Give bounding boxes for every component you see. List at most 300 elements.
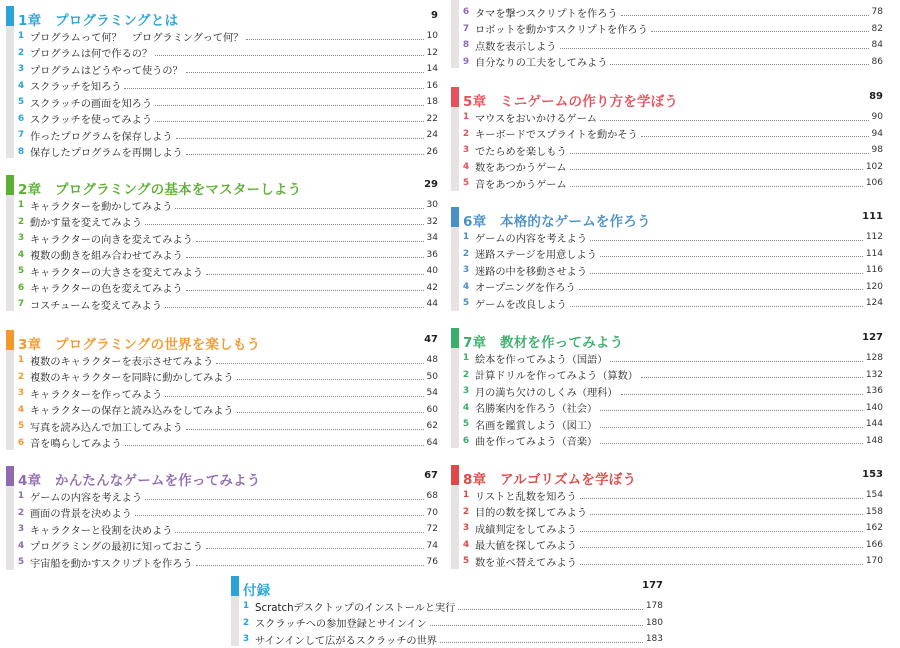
appendix — [231, 576, 663, 646]
chapter-page-number: 177 — [642, 580, 663, 591]
chapter-7 — [451, 328, 883, 448]
entry-title: キャラクターと役割を決めよう — [30, 525, 173, 537]
entry-title: スクラッチを使ってみよう — [30, 115, 153, 127]
entry-title: オープニングを作ろう — [475, 283, 576, 295]
dot-leader — [600, 443, 863, 444]
entry-number: 6 — [462, 7, 470, 18]
entry-number: 2 — [17, 47, 25, 58]
toc-entry — [17, 197, 438, 214]
toc-entry — [242, 631, 663, 648]
dot-leader — [145, 224, 423, 225]
entry-title: プログラミングの最初に知っておこう — [30, 542, 203, 554]
entry-title: スクラッチを知ろう — [30, 82, 122, 94]
entry-page-number: 18 — [426, 97, 438, 108]
dot-leader — [237, 412, 424, 413]
toc-entry — [17, 369, 438, 386]
dot-leader — [246, 39, 423, 40]
entry-page-number: 90 — [871, 112, 883, 123]
chapter-heading — [243, 576, 663, 599]
entry-title: でたらめを楽しもう — [475, 146, 567, 158]
entry-number: 1 — [242, 601, 250, 612]
toc-entry — [462, 21, 883, 38]
chapter-items — [17, 197, 438, 313]
toc-entry — [17, 127, 438, 144]
dot-leader — [175, 208, 423, 209]
chapter-title: 4章 かんたんなゲームを作ってみよう — [18, 473, 261, 489]
entry-page-number: 158 — [865, 506, 883, 517]
entry-title: 複数のキャラクターを同時に動かしてみよう — [30, 373, 234, 385]
entry-page-number: 40 — [426, 266, 438, 277]
entry-page-number: 144 — [865, 419, 883, 430]
chapter-color-bar — [451, 207, 459, 311]
toc-entry — [17, 554, 438, 571]
entry-title: プログラムは何で作るの？ — [30, 49, 153, 61]
chapter-title: 3章 プログラミングの世界を楽しもう — [18, 337, 261, 353]
entry-title: ロボットを動かすスクリプトを作ろう — [475, 25, 648, 37]
entry-number: 3 — [17, 233, 25, 244]
entry-number: 1 — [462, 353, 470, 364]
dot-leader — [600, 256, 863, 257]
entry-title: 音をあつかうゲーム — [475, 179, 567, 191]
entry-page-number: 50 — [426, 371, 438, 382]
entry-number: 2 — [17, 371, 25, 382]
toc-entry — [462, 229, 883, 246]
entry-title: 月の満ち欠けのしくみ（理科） — [475, 387, 618, 399]
entry-title: 複数のキャラクターを表示させてみよう — [30, 356, 214, 368]
toc-entry — [17, 94, 438, 111]
toc-entry — [17, 214, 438, 231]
toc-entry — [17, 144, 438, 161]
chapter-title: 付録 — [243, 583, 271, 599]
dot-leader — [590, 514, 863, 515]
toc-entry — [462, 159, 883, 176]
dot-leader — [176, 138, 424, 139]
chapter-title: 7章 教材を作ってみよう — [463, 335, 624, 351]
entry-page-number: 16 — [426, 80, 438, 91]
chapter-page-number: 29 — [424, 179, 438, 190]
dot-leader — [458, 609, 642, 610]
dot-leader — [621, 394, 863, 395]
entry-number: 3 — [462, 523, 470, 534]
entry-number: 1 — [17, 31, 25, 42]
dot-leader — [135, 515, 424, 516]
entry-title: スクラッチの画面を知ろう — [30, 98, 153, 110]
toc-entry — [462, 350, 883, 367]
toc-entry — [462, 109, 883, 126]
toc-entry — [462, 142, 883, 159]
entry-page-number: 26 — [426, 146, 438, 157]
entry-page-number: 128 — [865, 353, 883, 364]
entry-title: 曲を作ってみよう（音楽） — [475, 437, 598, 449]
entry-number: 5 — [17, 557, 25, 568]
dot-leader — [186, 290, 424, 291]
entry-page-number: 14 — [426, 64, 438, 75]
dot-leader — [610, 361, 862, 362]
entry-page-number: 68 — [426, 491, 438, 502]
toc-entry — [17, 61, 438, 78]
chapter-heading — [18, 330, 438, 353]
entry-number: 7 — [17, 130, 25, 141]
entry-number: 8 — [462, 40, 470, 51]
dot-leader — [651, 31, 869, 32]
toc-entry — [462, 487, 883, 504]
dot-leader — [206, 274, 424, 275]
entry-number: 1 — [462, 490, 470, 501]
chapter-heading — [463, 207, 883, 230]
dot-leader — [579, 289, 863, 290]
chapter-2 — [6, 175, 438, 311]
toc-entry — [462, 175, 883, 192]
dot-leader — [600, 410, 863, 411]
toc-entry — [462, 433, 883, 450]
dot-leader — [237, 379, 424, 380]
toc-entry — [462, 416, 883, 433]
toc-entry — [462, 126, 883, 143]
dot-leader — [590, 240, 863, 241]
chapter-heading — [463, 465, 883, 488]
entry-page-number: 98 — [871, 145, 883, 156]
chapter-items — [462, 487, 883, 570]
dot-leader — [610, 64, 868, 65]
chapter-color-bar — [451, 87, 459, 191]
entry-page-number: 148 — [865, 435, 883, 446]
toc-entry — [17, 230, 438, 247]
entry-title: 名画を鑑賞しよう（図工） — [475, 420, 598, 432]
entry-number: 7 — [17, 299, 25, 310]
chapter-page-number: 89 — [869, 91, 883, 102]
entry-page-number: 54 — [426, 388, 438, 399]
entry-number: 4 — [17, 540, 25, 551]
chapter-color-bar — [451, 328, 459, 448]
entry-title: 宇宙船を動かすスクリプトを作ろう — [30, 558, 193, 570]
toc-entry — [462, 54, 883, 71]
toc-entry — [17, 435, 438, 452]
dot-leader — [165, 396, 423, 397]
toc-entry — [462, 279, 883, 296]
entry-number: 4 — [462, 402, 470, 413]
chapter-title: 6章 本格的なゲームを作ろう — [463, 214, 651, 230]
dot-leader — [186, 429, 424, 430]
entry-page-number: 102 — [865, 161, 883, 172]
entry-number: 4 — [462, 281, 470, 292]
entry-number: 3 — [462, 145, 470, 156]
entry-title: リストと乱数を知ろう — [475, 491, 577, 503]
chapter-color-bar — [6, 175, 14, 311]
entry-title: 目的の数を探してみよう — [475, 508, 588, 520]
toc-entry — [462, 4, 883, 21]
dot-leader — [155, 105, 424, 106]
dot-leader — [570, 306, 863, 307]
dot-leader — [145, 499, 423, 500]
chapter-items — [17, 352, 438, 451]
toc-entry — [17, 45, 438, 62]
dot-leader — [186, 257, 424, 258]
entry-number: 3 — [17, 524, 25, 535]
chapter-page-number: 153 — [862, 469, 883, 480]
entry-title: キャラクターの保存と読み込みをしてみよう — [30, 406, 234, 418]
entry-number: 7 — [462, 23, 470, 34]
chapter-page-number: 127 — [862, 332, 883, 343]
entry-number: 4 — [462, 161, 470, 172]
toc-entry — [17, 263, 438, 280]
entry-page-number: 48 — [426, 355, 438, 366]
entry-page-number: 12 — [426, 47, 438, 58]
toc-entry — [462, 400, 883, 417]
entry-title: 迷路ステージを用意しよう — [475, 250, 597, 262]
entry-title: 最大値を探してみよう — [475, 541, 577, 553]
entry-page-number: 183 — [645, 634, 663, 645]
chapter-page-number: 67 — [424, 470, 438, 481]
chapter-page-number: 9 — [431, 10, 438, 21]
entry-number: 9 — [462, 56, 470, 67]
dot-leader — [580, 564, 863, 565]
chapter-color-bar — [6, 466, 14, 570]
chapter-8 — [451, 465, 883, 569]
chapter-items — [242, 598, 663, 648]
entry-title: キャラクターの色を変えてみよう — [30, 284, 183, 296]
entry-title: 音を鳴らしてみよう — [30, 439, 122, 451]
entry-page-number: 22 — [426, 113, 438, 124]
entry-title: キャラクターの大きさを変えてみよう — [30, 267, 203, 279]
chapter-title: 2章 プログラミングの基本をマスターしよう — [18, 182, 302, 198]
dot-leader — [155, 55, 423, 56]
toc-entry — [462, 295, 883, 312]
entry-title: キャラクターを作ってみよう — [30, 389, 163, 401]
entry-page-number: 84 — [871, 40, 883, 51]
entry-title: 計算ドリルを作ってみよう（算数） — [475, 371, 638, 383]
toc-entry — [17, 111, 438, 128]
dot-leader — [570, 169, 863, 170]
chapter-color-bar — [451, 465, 459, 569]
dot-leader — [196, 565, 424, 566]
entry-page-number: 24 — [426, 130, 438, 141]
entry-title: コスチュームを変えてみよう — [30, 300, 162, 312]
entry-title: 写真を読み込んで加工してみよう — [30, 422, 183, 434]
dot-leader — [590, 273, 863, 274]
entry-page-number: 62 — [426, 421, 438, 432]
entry-page-number: 94 — [871, 128, 883, 139]
entry-title: 画面の背景を決めよう — [30, 509, 132, 521]
entry-page-number: 10 — [426, 31, 438, 42]
entry-page-number: 178 — [645, 601, 663, 612]
entry-title: プログラムって何？ プログラミングって何？ — [30, 32, 244, 44]
entry-title: マウスをおいかけるゲーム — [475, 113, 597, 125]
entry-title: キーボードでスプライトを動かそう — [475, 130, 638, 142]
entry-number: 1 — [17, 200, 25, 211]
entry-title: ゲームの内容を考えよう — [475, 233, 588, 245]
entry-page-number: 154 — [865, 490, 883, 501]
chapter-1 — [6, 6, 438, 158]
entry-number: 1 — [17, 491, 25, 502]
entry-title: ゲームの内容を考えよう — [30, 492, 143, 504]
dot-leader — [125, 445, 424, 446]
toc-entry — [17, 296, 438, 313]
entry-page-number: 42 — [426, 282, 438, 293]
dot-leader — [196, 241, 424, 242]
entry-title: キャラクターの向きを変えてみよう — [30, 234, 193, 246]
entry-number: 2 — [17, 216, 25, 227]
entry-page-number: 112 — [865, 232, 883, 243]
dot-leader — [124, 88, 423, 89]
entry-number: 2 — [17, 507, 25, 518]
entry-title: 点数を表示しよう — [475, 41, 557, 53]
entry-number: 2 — [462, 369, 470, 380]
toc-entry — [17, 418, 438, 435]
chapter-heading — [18, 175, 438, 198]
toc-entry — [17, 352, 438, 369]
chapter-title: 1章 プログラミングとは — [18, 13, 179, 29]
chapter-heading — [18, 466, 438, 489]
entry-number: 1 — [462, 232, 470, 243]
chapter-heading — [463, 87, 883, 110]
entry-title: 絵本を作ってみよう（国語） — [475, 354, 608, 366]
dot-leader — [570, 186, 863, 187]
entry-number: 5 — [462, 556, 470, 567]
chapter-title: 5章 ミニゲームの作り方を学ぼう — [463, 94, 679, 110]
entry-number: 8 — [17, 146, 25, 157]
entry-number: 3 — [242, 634, 250, 645]
dot-leader — [175, 532, 423, 533]
entry-page-number: 78 — [871, 7, 883, 18]
chapter-5 — [451, 87, 883, 191]
chapter-items — [462, 350, 883, 449]
entry-number: 5 — [17, 266, 25, 277]
entry-page-number: 34 — [426, 233, 438, 244]
chapter-6 — [451, 207, 883, 311]
entry-title: 保存したプログラムを再開しよう — [30, 148, 183, 160]
toc-entry — [17, 247, 438, 264]
entry-title: キャラクターを動かしてみよう — [30, 201, 173, 213]
entry-number: 5 — [17, 97, 25, 108]
entry-page-number: 36 — [426, 249, 438, 260]
toc-entry — [462, 37, 883, 54]
dot-leader — [155, 121, 424, 122]
chapter-page-number: 111 — [862, 211, 883, 222]
dot-leader — [600, 120, 869, 121]
entry-title: 迷路の中を移動させよう — [475, 266, 588, 278]
entry-page-number: 60 — [426, 404, 438, 415]
chapter-4 — [6, 466, 438, 570]
entry-page-number: 140 — [865, 402, 883, 413]
chapter-color-bar — [231, 576, 239, 646]
dot-leader — [580, 498, 863, 499]
toc-entry — [462, 504, 883, 521]
entry-number: 3 — [17, 64, 25, 75]
entry-number: 4 — [17, 249, 25, 260]
entry-page-number: 170 — [865, 556, 883, 567]
entry-number: 3 — [17, 388, 25, 399]
dot-leader — [580, 531, 863, 532]
entry-number: 3 — [462, 265, 470, 276]
dot-leader — [216, 363, 423, 364]
chapter-color-bar — [6, 6, 14, 158]
dot-leader — [621, 15, 869, 16]
entry-title: 名勝案内を作ろう（社会） — [475, 404, 598, 416]
entry-page-number: 114 — [865, 248, 883, 259]
entry-number: 5 — [462, 298, 470, 309]
entry-number: 6 — [17, 437, 25, 448]
chapter-title: 8章 アルゴリズムを学ぼう — [463, 472, 637, 488]
entry-page-number: 74 — [426, 540, 438, 551]
toc-entry — [462, 262, 883, 279]
entry-title: サインインして広がるスクラッチの世界 — [255, 635, 437, 647]
toc-entry — [17, 402, 438, 419]
chapter-items — [462, 229, 883, 312]
entry-number: 5 — [17, 421, 25, 432]
entry-title: 作ったプログラムを保存しよう — [30, 131, 173, 143]
entry-title: 数をあつかうゲーム — [475, 163, 567, 175]
dot-leader — [165, 307, 424, 308]
chapter-items — [17, 28, 438, 160]
toc-entry — [17, 385, 438, 402]
chapter-color-bar — [6, 330, 14, 450]
entry-page-number: 76 — [426, 557, 438, 568]
dot-leader — [430, 625, 643, 626]
chapter-items — [462, 109, 883, 192]
entry-page-number: 82 — [871, 23, 883, 34]
entry-page-number: 44 — [426, 299, 438, 310]
entry-page-number: 86 — [871, 56, 883, 67]
entry-title: プログラムはどうやって使うの？ — [30, 65, 183, 77]
toc-entry — [462, 246, 883, 263]
entry-number: 6 — [462, 435, 470, 446]
chapter-3 — [6, 330, 438, 450]
entry-number: 6 — [17, 282, 25, 293]
entry-page-number: 166 — [865, 539, 883, 550]
entry-number: 2 — [242, 617, 250, 628]
chapter-items — [17, 488, 438, 571]
entry-page-number: 32 — [426, 216, 438, 227]
chapter-color-bar — [451, 0, 459, 68]
entry-number: 4 — [462, 539, 470, 550]
entry-page-number: 106 — [865, 178, 883, 189]
entry-title: 成績判定をしてみよう — [475, 524, 577, 536]
entry-page-number: 124 — [865, 298, 883, 309]
entry-page-number: 72 — [426, 524, 438, 535]
entry-number: 6 — [17, 113, 25, 124]
dot-leader — [186, 154, 424, 155]
entry-title: 数を並べ替えてみよう — [475, 557, 577, 569]
chapter-heading — [463, 328, 883, 351]
chapter-page-number: 47 — [424, 334, 438, 345]
entry-page-number: 64 — [426, 437, 438, 448]
entry-number: 5 — [462, 178, 470, 189]
entry-number: 1 — [462, 112, 470, 123]
toc-entry — [17, 521, 438, 538]
dot-leader — [580, 547, 863, 548]
toc-entry — [242, 598, 663, 615]
dot-leader — [600, 427, 863, 428]
toc-entry — [462, 520, 883, 537]
entry-number: 1 — [17, 355, 25, 366]
entry-number: 2 — [462, 506, 470, 517]
toc-entry — [462, 553, 883, 570]
entry-page-number: 132 — [865, 369, 883, 380]
entry-number: 4 — [17, 404, 25, 415]
entry-page-number: 120 — [865, 281, 883, 292]
entry-title: 自分なりの工夫をしてみよう — [475, 58, 608, 70]
toc-entry — [462, 367, 883, 384]
entry-number: 2 — [462, 128, 470, 139]
entry-number: 2 — [462, 248, 470, 259]
chapter-4-continued — [451, 0, 883, 68]
dot-leader — [641, 377, 863, 378]
dot-leader — [186, 72, 424, 73]
chapter-items — [462, 4, 883, 70]
dot-leader — [641, 136, 869, 137]
toc-entry — [17, 280, 438, 297]
toc-entry — [462, 537, 883, 554]
